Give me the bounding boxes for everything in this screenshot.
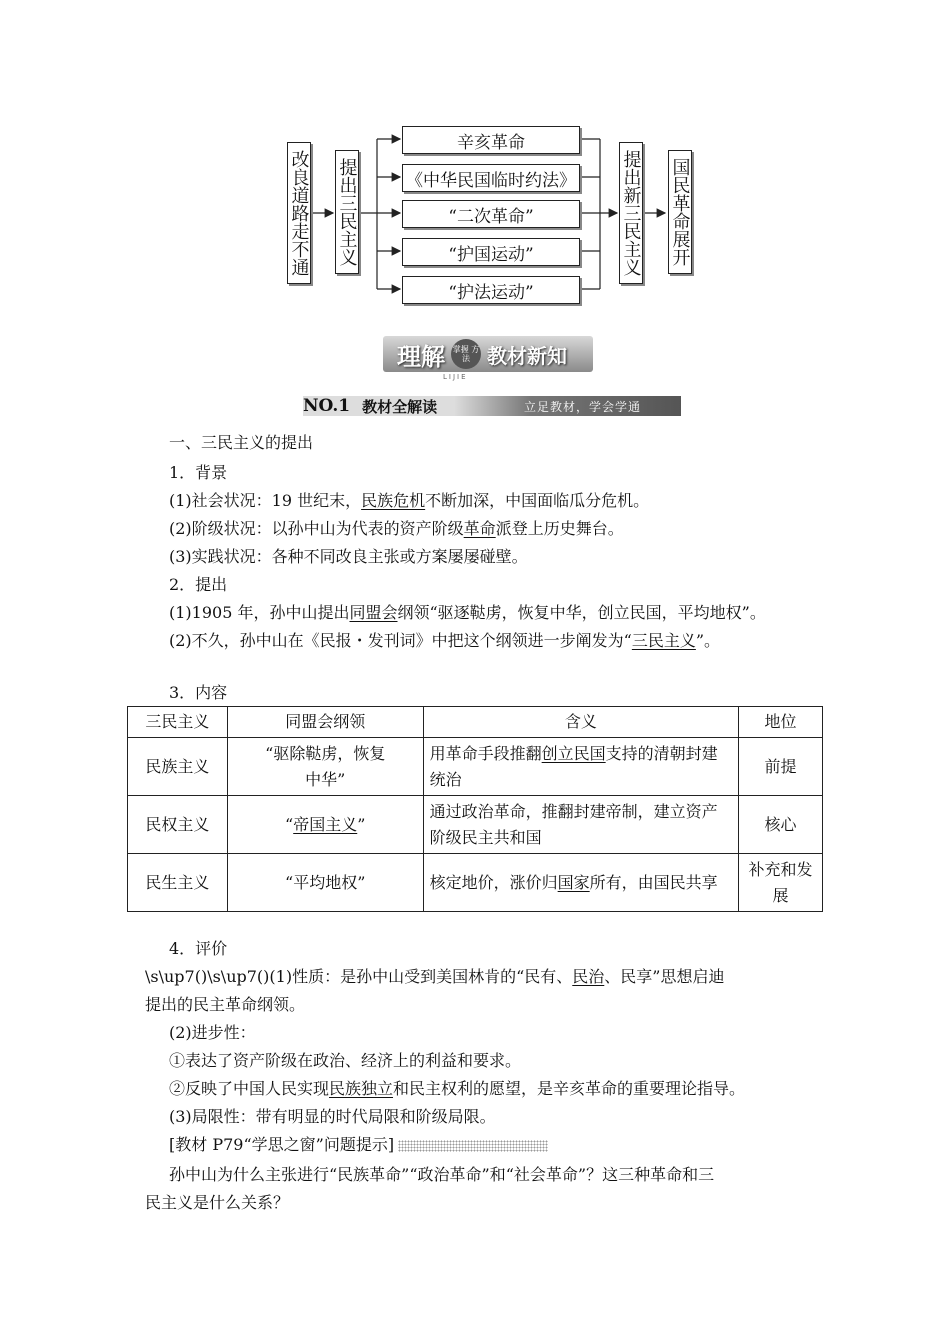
blank-answer: 民族危机 xyxy=(361,491,426,510)
section-banner-no1 xyxy=(303,396,681,416)
tip-heading: [教材 P79“学思之窗”问题提示] xyxy=(169,1134,548,1156)
diagram-box-second-revolution: “二次革命” xyxy=(402,200,580,228)
dotted-decoration xyxy=(398,1140,548,1152)
subheading-evaluation: 4．评价 xyxy=(169,939,228,958)
blank-answer: 帝国主义 xyxy=(293,814,358,834)
table-row xyxy=(128,854,823,912)
blank-answer: 同盟会 xyxy=(349,603,398,622)
diagram-connectors xyxy=(0,0,950,320)
table-cell: “平均地权” xyxy=(227,854,423,912)
paragraph-progressive: (2)进步性： xyxy=(169,1023,256,1042)
paragraph-1905: (1)1905 年，孙中山提出同盟会纲领“驱逐鞑虏，恢复中华，创立民国，平均地权”。 xyxy=(169,603,766,622)
diagram-box-constitution-protection: “护法运动” xyxy=(402,276,580,304)
question-line-1: 孙中山为什么主张进行“民族革命”“政治革命”和“社会革命”？这三种革命和三 xyxy=(169,1165,715,1184)
blank-answer: 民治 xyxy=(572,967,605,986)
banner-right-text: 教材新知 xyxy=(487,343,567,368)
blank-answer: 民族独立 xyxy=(329,1079,394,1098)
paragraph-nature: \s\up7()\s\up7()(1)性质：是孙中山受到美国林肯的“民有、民治、民享”思想启迪 xyxy=(145,967,725,986)
diagram-box-new-three-principles: 提出新三民主义 xyxy=(619,142,643,284)
paragraph-point-1: ①表达了资产阶级在政治、经济上的利益和要求。 xyxy=(169,1051,522,1070)
subheading-background: 1．背景 xyxy=(169,463,228,482)
diagram-box-national-revolution: 国民革命展开 xyxy=(668,150,692,274)
table-cell: 民生主义 xyxy=(128,854,228,912)
subheading-proposal: 2．提出 xyxy=(169,575,228,594)
table-cell: 核心 xyxy=(739,796,823,854)
table-cell: 前提 xyxy=(739,738,823,796)
table-cell: “驱除鞑虏，恢复中华” xyxy=(227,738,423,796)
table-header: 地位 xyxy=(739,707,823,738)
diagram-box-reform-failed: 改良道路走不通 xyxy=(287,142,311,284)
banner-slogan: 立足教材，学会学通 xyxy=(523,399,641,414)
paragraph-point-2: ②反映了中国人民实现民族独立和民主权利的愿望，是辛亥革命的重要理论指导。 xyxy=(169,1079,746,1098)
paragraph-practice: (3)实践状况：各种不同改良主张或方案屡屡碰壁。 xyxy=(169,547,528,566)
banner-sub: LIJIE xyxy=(443,373,468,381)
banner-left-text: 理解 xyxy=(397,342,445,371)
table-row xyxy=(128,796,823,854)
blank-answer: 创立民国 xyxy=(541,743,606,763)
table-cell: 用革命手段推翻创立民国支持的清朝封建统治 xyxy=(423,738,738,796)
table-row xyxy=(128,738,823,796)
banner-title: 教材全解读 xyxy=(362,397,438,416)
section-heading: 一、三民主义的提出 xyxy=(169,433,314,452)
diagram-box-provisional-constitution: 《中华民国临时约法》 xyxy=(402,164,580,192)
table-cell: 民族主义 xyxy=(128,738,228,796)
table-cell: 民权主义 xyxy=(128,796,228,854)
diagram-box-three-principles: 提出三民主义 xyxy=(335,150,359,274)
blank-answer: 革命 xyxy=(463,519,496,538)
table-header: 同盟会纲领 xyxy=(227,707,423,738)
table-header-row xyxy=(128,707,823,738)
principles-table xyxy=(127,706,823,912)
paragraph-class: (2)阶级状况：以孙中山为代表的资产阶级革命派登上历史舞台。 xyxy=(169,519,624,538)
banner-number: NO.1 xyxy=(303,396,351,416)
table-cell: “帝国主义” xyxy=(227,796,423,854)
table-cell: 通过政治革命，推翻封建帝制，建立资产阶级民主共和国 xyxy=(423,796,738,854)
paragraph-minbao: (2)不久，孙中山在《民报・发刊词》中把这个纲领进一步阐发为“三民主义”。 xyxy=(169,631,721,650)
section-banner-understand xyxy=(383,336,593,381)
paragraph-limitation: (3)局限性：带有明显的时代局限和阶级局限。 xyxy=(169,1107,496,1126)
table-header: 三民主义 xyxy=(128,707,228,738)
subheading-content: 3．内容 xyxy=(169,683,228,702)
table-header: 含义 xyxy=(423,707,738,738)
diagram-box-national-protection: “护国运动” xyxy=(402,238,580,266)
table-cell: 核定地价，涨价归国家所有，由国民共享 xyxy=(423,854,738,912)
diagram-box-xinhai: 辛亥革命 xyxy=(402,126,580,154)
blank-answer: 国家 xyxy=(557,872,590,892)
blank-answer: 三民主义 xyxy=(631,631,696,650)
paragraph-social: (1)社会状况：19 世纪末，民族危机不断加深，中国面临瓜分危机。 xyxy=(169,491,650,510)
banner-badge: 掌握 方法 xyxy=(451,339,481,369)
paragraph-nature-cont: 提出的民主革命纲领。 xyxy=(145,995,306,1014)
question-line-2: 民主义是什么关系？ xyxy=(145,1193,290,1212)
table-cell: 补充和发展 xyxy=(739,854,823,912)
